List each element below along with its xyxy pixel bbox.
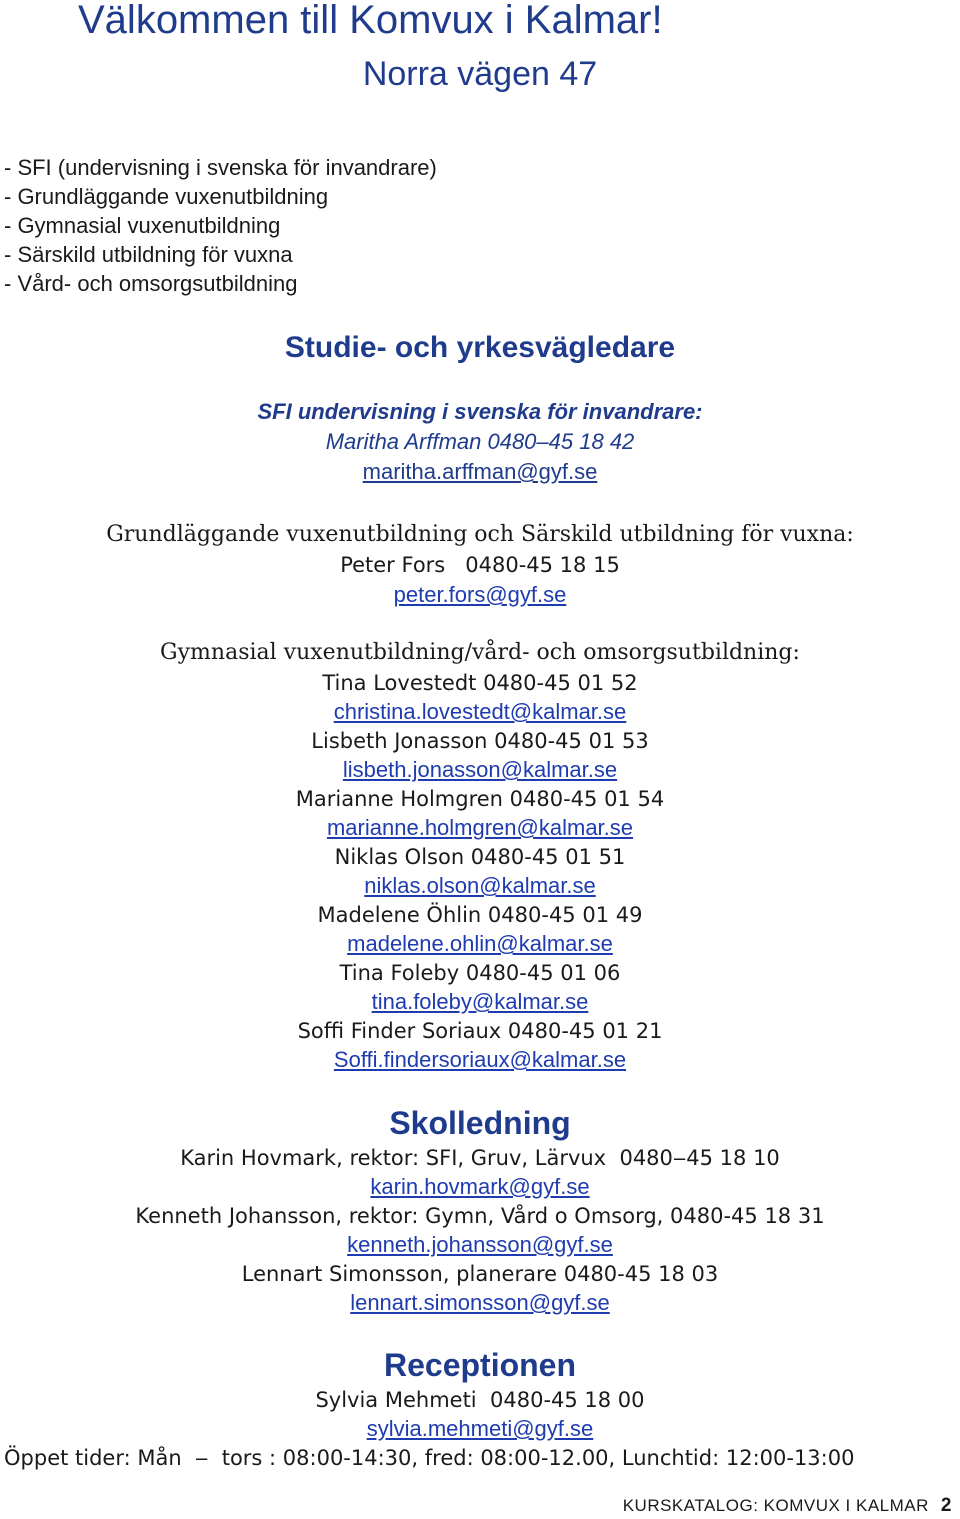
gymn-contact: Soffi Finder Soriaux 0480-45 01 21 — [297, 1019, 663, 1043]
leadership-email-row — [0, 1173, 960, 1201]
leadership-email-link[interactable]: kenneth.johansson@gyf.se — [347, 1232, 613, 1257]
gymn-email-row — [0, 1046, 960, 1074]
gymn-email-link[interactable]: niklas.olson@kalmar.se — [364, 873, 596, 898]
grund-category: Grundläggande vuxenutbildning och Särskild utbildning för vuxna: — [106, 522, 854, 547]
leadership-email-link[interactable]: karin.hovmark@gyf.se — [370, 1174, 590, 1199]
gymn-email-row — [0, 872, 960, 900]
grund-email-row — [0, 581, 960, 609]
gymn-email-row — [0, 930, 960, 958]
gymn-category: Gymnasial vuxenutbildning/vård- och omsorgsutbildning: — [160, 640, 800, 665]
leadership-email-row — [0, 1231, 960, 1259]
gymn-contact: Tina Foleby 0480-45 01 06 — [339, 961, 621, 985]
gymn-email-link[interactable]: marianne.holmgren@kalmar.se — [326, 815, 634, 840]
leadership-email-row — [0, 1289, 960, 1317]
footer-label: KURSKATALOG: KOMVUX I KALMAR — [622, 1496, 929, 1515]
page-title: Välkommen till Komvux i Kalmar! — [78, 0, 663, 42]
leadership-contact: Kenneth Johansson, rektor: Gymn, Vård o Omsorg, 0480-45 18 31 — [135, 1204, 825, 1228]
page-footer — [623, 1496, 952, 1516]
opening-hours: Öppet tider: Mån ‒ tors : 08:00-14:30, fred: 08:00-12.00, Lunchtid: 12:00-13:00 — [4, 1446, 855, 1470]
program-item: - Gymnasial vuxenutbildning — [4, 213, 281, 238]
program-item: - Särskild utbildning för vuxna — [4, 242, 293, 267]
reception-heading: Receptionen — [383, 1347, 577, 1383]
grund-email-link[interactable]: peter.fors@gyf.se — [393, 582, 567, 607]
gymn-contact: Madelene Öhlin 0480-45 01 49 — [317, 903, 643, 927]
gymn-email-row — [0, 988, 960, 1016]
sfi-category: SFI undervisning i svenska för invandrare: — [257, 399, 703, 424]
reception-contact: Sylvia Mehmeti 0480-45 18 00 — [315, 1388, 645, 1412]
page-number: 2 — [940, 1495, 952, 1516]
leadership-contact: Lennart Simonsson, planerare 0480-45 18 03 — [241, 1262, 719, 1286]
gymn-email-row — [0, 814, 960, 842]
grund-contact: Peter Fors 0480-45 18 15 — [340, 553, 620, 577]
gymn-contact: Tina Lovestedt 0480-45 01 52 — [322, 671, 638, 695]
gymn-email-link[interactable]: madelene.ohlin@kalmar.se — [347, 931, 613, 956]
gymn-contact: Niklas Olson 0480-45 01 51 — [334, 845, 626, 869]
leadership-email-link[interactable]: lennart.simonsson@gyf.se — [350, 1290, 610, 1315]
reception-email-row — [0, 1415, 960, 1443]
sfi-contact: Maritha Arffman 0480‒45 18 42 — [325, 429, 635, 454]
address: Norra vägen 47 — [362, 55, 598, 93]
gymn-email-link[interactable]: Soffi.findersoriaux@kalmar.se — [333, 1047, 627, 1072]
gymn-email-link[interactable]: tina.foleby@kalmar.se — [371, 989, 589, 1014]
gymn-email-link[interactable]: lisbeth.jonasson@kalmar.se — [342, 757, 618, 782]
gymn-contact: Marianne Holmgren 0480-45 01 54 — [295, 787, 665, 811]
reception-email-link[interactable]: sylvia.mehmeti@gyf.se — [366, 1416, 594, 1441]
program-item: - Grundläggande vuxenutbildning — [4, 184, 329, 209]
program-item: - SFI (undervisning i svenska för invandrare) — [4, 155, 437, 180]
gymn-email-link[interactable]: christina.lovestedt@kalmar.se — [333, 699, 627, 724]
sfi-email-row — [0, 458, 960, 486]
guidance-heading: Studie- och yrkesvägledare — [284, 331, 676, 364]
program-item: - Vård- och omsorgsutbildning — [4, 271, 298, 296]
leadership-contact: Karin Hovmark, rektor: SFI, Gruv, Lärvux 0480‒45 18 10 — [180, 1146, 780, 1170]
leadership-heading: Skolledning — [389, 1105, 571, 1141]
gymn-contact: Lisbeth Jonasson 0480-45 01 53 — [311, 729, 649, 753]
gymn-email-row — [0, 698, 960, 726]
gymn-email-row — [0, 756, 960, 784]
sfi-email-link[interactable]: maritha.arffman@gyf.se — [362, 459, 598, 484]
